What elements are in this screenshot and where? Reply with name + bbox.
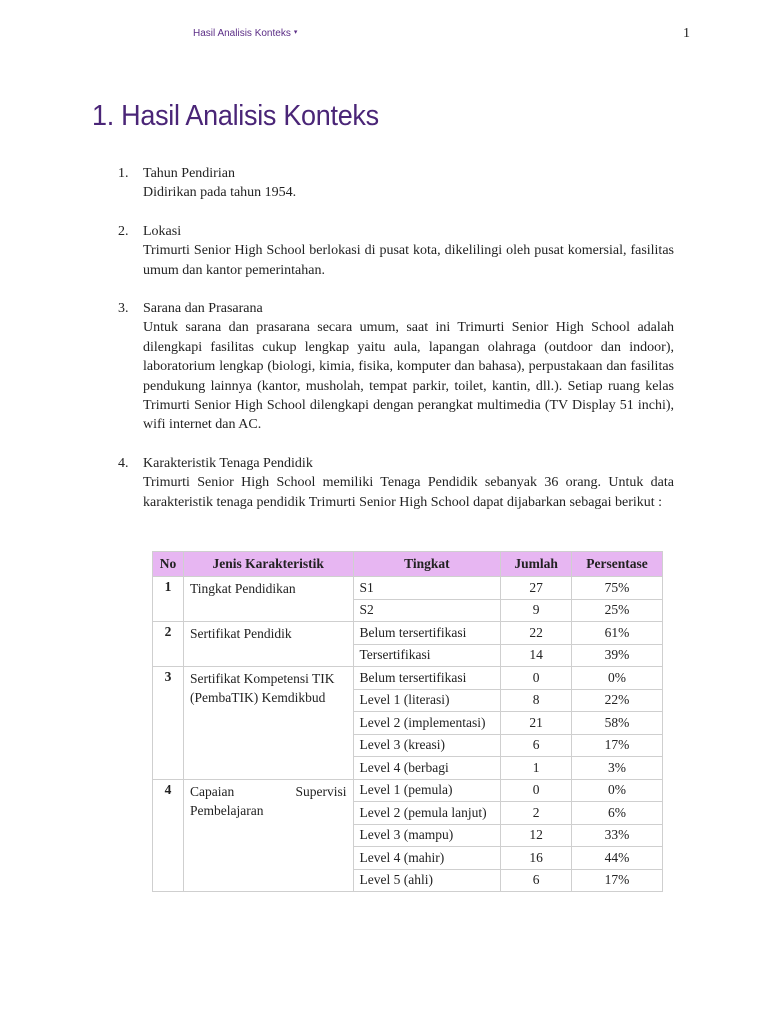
level-cell: S1 [353,577,501,600]
section-number: 3. [118,301,129,317]
column-header-jumlah: Jumlah [501,552,572,577]
column-header-jenis: Jenis Karakteristik [183,552,353,577]
characteristics-table [152,551,663,892]
level-cell: Level 2 (pemula lanjut) [353,802,501,825]
column-header-persentase: Persentase [572,552,663,577]
section-number: 1. [118,166,129,181]
section-heading: Lokasi [143,223,182,239]
percentage-cell: 44% [572,847,663,870]
section-heading: Tahun Pendirian [143,166,235,181]
percentage-cell: 58% [572,712,663,735]
running-header-title: Hasil Analisis Konteks ▾ [193,28,298,39]
characteristic-type: Tingkat Pendidikan [183,577,353,622]
row-number: 2 [153,622,184,667]
percentage-cell: 25% [572,599,663,622]
percentage-cell: 17% [572,869,663,892]
section-number: 4. [118,455,129,471]
characteristic-type-line: Capaian Supervisi [189,783,347,799]
count-cell: 6 [501,734,572,757]
row-number: 4 [153,779,184,892]
characteristic-type: Sertifikat Kompetensi TIK (PembaTIK) Kemdikbud [183,667,353,780]
percentage-cell: 33% [572,824,663,847]
count-cell: 21 [501,712,572,735]
count-cell: 22 [501,622,572,645]
percentage-cell: 61% [572,622,663,645]
table-row [153,667,663,690]
count-cell: 14 [501,644,572,667]
table-row [153,577,663,600]
section-text: Trimurti Senior High School berlokasi di pusat kota, dikelilingi oleh pusat komersial, fasilitas umum dan kantor pemerintahan. [143,243,674,278]
percentage-cell: 17% [572,734,663,757]
column-header-no: No [153,552,184,577]
percentage-cell: 0% [572,779,663,802]
percentage-cell: 6% [572,802,663,825]
section-heading: Sarana dan Prasarana [143,301,263,317]
table-row [153,779,663,802]
percentage-cell: 39% [572,644,663,667]
level-cell: Level 3 (kreasi) [353,734,501,757]
level-cell: Belum tersertifikasi [353,667,501,690]
count-cell: 0 [501,779,572,802]
level-cell: Level 4 (mahir) [353,847,501,870]
level-cell: Level 1 (pemula) [353,779,501,802]
section-heading: Karakteristik Tenaga Pendidik [143,455,313,471]
section-item [118,164,678,203]
count-cell: 0 [501,667,572,690]
characteristic-type [183,779,353,892]
percentage-cell: 75% [572,577,663,600]
page-header [0,0,768,60]
section-item [118,299,678,435]
page-number: 1 [683,26,690,41]
section-number: 2. [118,223,129,239]
percentage-cell: 0% [572,667,663,690]
level-cell: Level 4 (berbagi [353,757,501,780]
level-cell: Tersertifikasi [353,644,501,667]
characteristic-type: Sertifikat Pendidik [183,622,353,667]
level-cell: Level 1 (literasi) [353,689,501,712]
table-row [153,622,663,645]
section-item [118,222,678,280]
count-cell: 8 [501,689,572,712]
count-cell: 2 [501,802,572,825]
count-cell: 9 [501,599,572,622]
count-cell: 16 [501,847,572,870]
level-cell: S2 [353,599,501,622]
level-cell: Level 3 (mampu) [353,824,501,847]
table-header-row [153,552,663,577]
section-text: Trimurti Senior High School memiliki Tenaga Pendidik sebanyak 36 orang. Untuk data karakteristik tenaga pendidik Trimurti Senior High School dapat dijabarkan sebagai berikut : [143,475,674,510]
section-text: Didirikan pada tahun 1954. [143,185,297,201]
dropdown-marker-icon: ▾ [293,29,298,36]
level-cell: Level 5 (ahli) [353,869,501,892]
section-text: Untuk sarana dan prasarana secara umum, saat ini Trimurti Senior High School adalah dilengkapi fasilitas cukup lengkap yaitu aula, lapangan olahraga (outdoor dan indoor), laboratorium lengkap (biologi, kimia, fisika, komputer dan bahasa), perpustakaan dan fasilitas pendukung lainnya (kantor, musholah, tempat parkir, toilet, kantin, dll.). Setiap ruang kelas Trimurti Senior High School dilengkapi dengan perangkat multimedia (TV Display 51 inchi), wifi internet dan AC. [143,320,674,433]
level-cell: Level 2 (implementasi) [353,712,501,735]
row-number: 3 [153,667,184,780]
level-cell: Belum tersertifikasi [353,622,501,645]
count-cell: 6 [501,869,572,892]
count-cell: 12 [501,824,572,847]
column-header-tingkat: Tingkat [353,552,501,577]
count-cell: 1 [501,757,572,780]
row-number: 1 [153,577,184,622]
count-cell: 27 [501,577,572,600]
percentage-cell: 22% [572,689,663,712]
document-title: 1. Hasil Analisis Konteks [92,100,379,132]
section-list [118,164,678,512]
section-item [118,454,678,512]
percentage-cell: 3% [572,757,663,780]
characteristic-type-line: Pembelajaran [189,802,264,818]
